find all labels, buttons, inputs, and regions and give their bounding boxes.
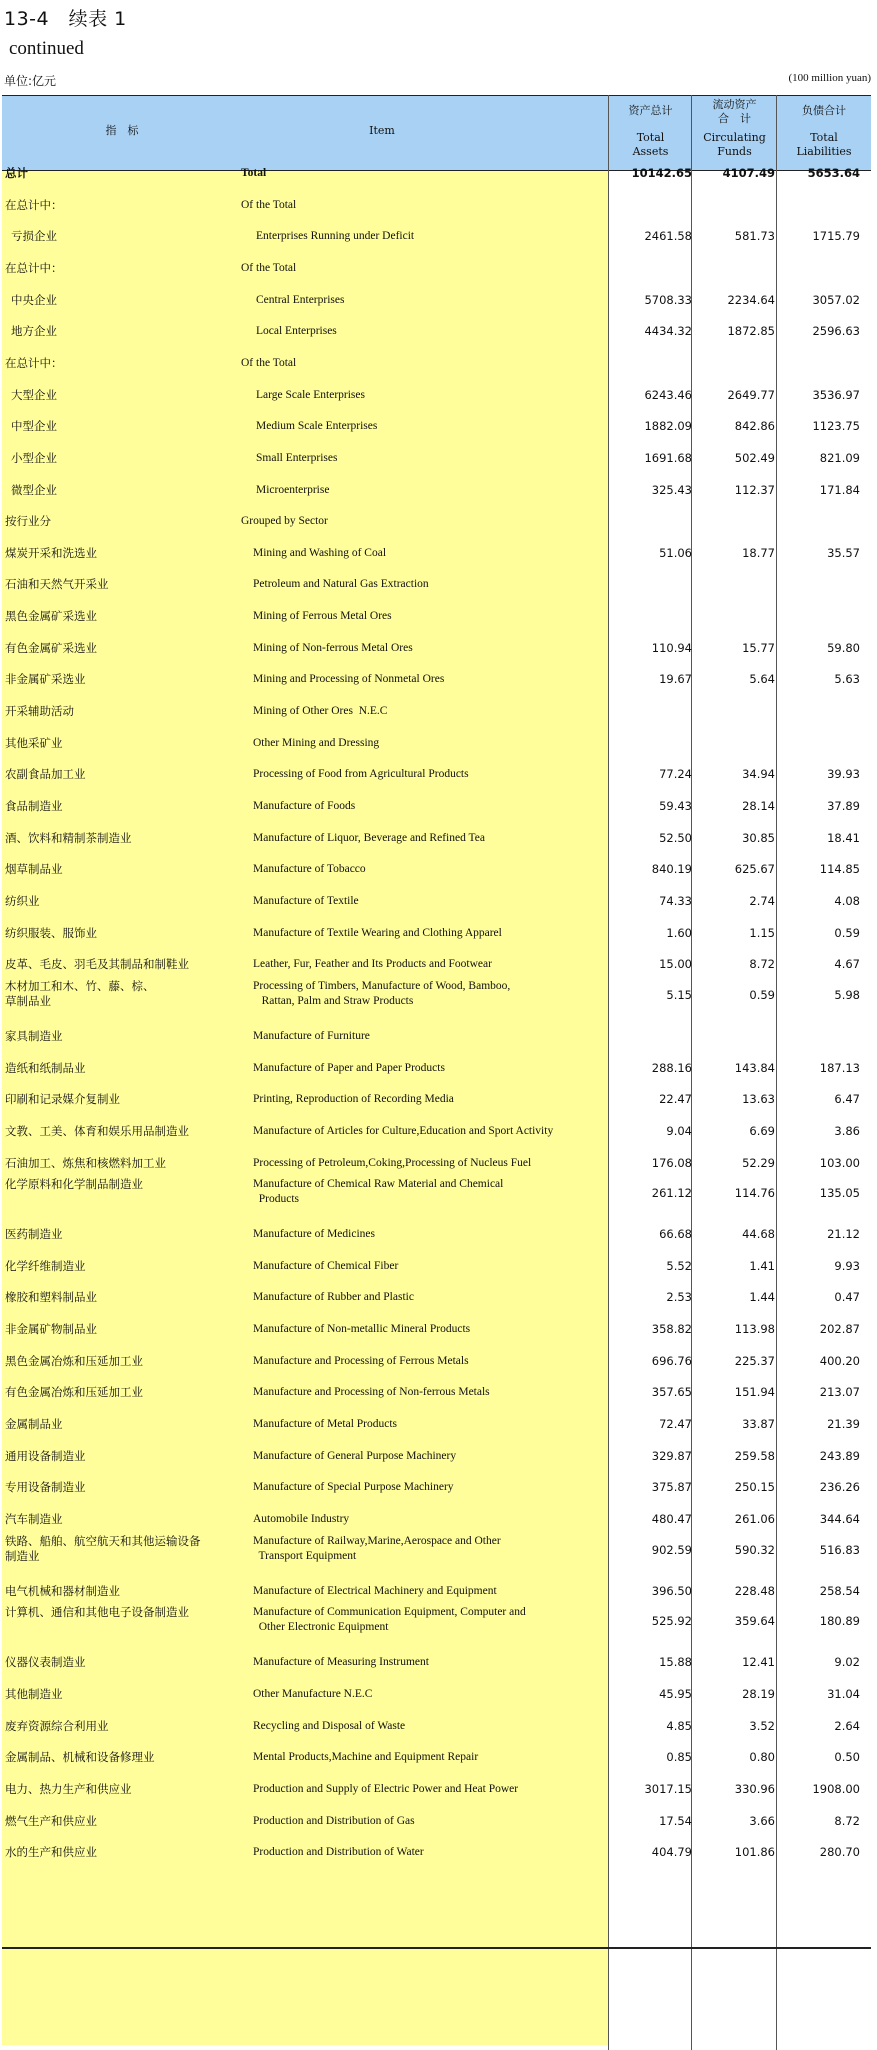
row-label-cn: 按行业分 — [5, 514, 51, 529]
value-total-liabilities: 2.64 — [834, 1718, 860, 1733]
row-label-en: Manufacture of Articles for Culture,Education and Sport Activity — [253, 1124, 554, 1137]
row-label-en: Central Enterprises — [256, 293, 345, 306]
value-total-liabilities: 9.93 — [834, 1258, 860, 1273]
value-total-liabilities: 6.47 — [834, 1092, 860, 1107]
value-total-assets: 5.15 — [666, 987, 692, 1002]
row-label-en: Production and Supply of Electric Power and Heat Power — [253, 1782, 519, 1795]
value-circulating-funds: 1.44 — [749, 1290, 775, 1305]
value-total-liabilities: 1123.75 — [812, 419, 860, 434]
row-label-en: Manufacture of Tobacco — [253, 863, 366, 876]
value-circulating-funds: 113.98 — [734, 1322, 775, 1337]
row-label-cn: 食品制造业 — [5, 799, 63, 813]
row-label-en: Microenterprise — [256, 483, 330, 496]
value-circulating-funds: 842.86 — [734, 419, 775, 434]
row-label-en: Manufacture of Furniture — [253, 1029, 370, 1042]
value-total-assets: 2.53 — [666, 1290, 692, 1305]
value-total-liabilities: 31.04 — [827, 1686, 860, 1701]
value-total-liabilities: 8.72 — [834, 1813, 860, 1828]
row-label-en: Manufacture and Processing of Ferrous Metals — [253, 1354, 469, 1367]
row-label-cn: 金属制品、机械和设备修理业 — [5, 1750, 155, 1765]
value-total-liabilities: 187.13 — [819, 1060, 860, 1075]
row-label-en: Manufacture of Liquor, Beverage and Refined Tea — [253, 831, 485, 844]
row-label-cn: 燃气生产和供应业 — [5, 1813, 97, 1828]
row-label-cn: 化学原料和化学制品制造业 — [5, 1177, 143, 1192]
value-circulating-funds: 2234.64 — [727, 292, 775, 307]
value-circulating-funds: 259.58 — [734, 1448, 775, 1463]
row-label-en: Production and Distribution of Water — [253, 1846, 424, 1859]
value-total-liabilities: 3536.97 — [812, 387, 860, 402]
row-label-en: Enterprises Running under Deficit — [256, 230, 415, 243]
value-total-assets: 4434.32 — [644, 324, 692, 339]
row-label-cn: 造纸和纸制品业 — [5, 1060, 86, 1075]
row-label-en: Printing, Reproduction of Recording Media — [253, 1093, 454, 1106]
row-label-en: Manufacture and Processing of Non-ferrous Metals — [253, 1386, 490, 1399]
value-total-liabilities: 180.89 — [819, 1614, 860, 1629]
value-circulating-funds: 52.29 — [742, 1155, 775, 1170]
row-label-cn: 计算机、通信和其他电子设备制造业 — [5, 1605, 189, 1620]
value-circulating-funds: 6.69 — [749, 1123, 775, 1138]
value-total-assets: 2461.58 — [644, 229, 692, 244]
value-total-liabilities: 39.93 — [827, 767, 860, 782]
row-label-cn: 通用设备制造业 — [5, 1448, 86, 1463]
value-circulating-funds: 330.96 — [734, 1781, 775, 1796]
row-label-cn: 石油加工、炼焦和核燃料加工业 — [5, 1155, 166, 1170]
value-total-liabilities: 1908.00 — [812, 1781, 860, 1796]
row-label-cn: 在总计中： — [5, 355, 63, 370]
row-label-cn: 木材加工和木、竹、藤、棕、 草制品业 — [5, 978, 155, 1008]
value-total-assets: 396.50 — [651, 1583, 692, 1598]
value-total-assets: 375.87 — [651, 1480, 692, 1495]
row-label-en: Mining and Processing of Nonmetal Ores — [253, 673, 445, 686]
value-total-liabilities: 37.89 — [827, 799, 860, 813]
row-label-en: Manufacture of Textile Wearing and Clothing Apparel — [253, 926, 502, 939]
row-label-en: Other Manufacture N.E.C — [253, 1687, 373, 1700]
row-label-en: Of the Total — [241, 356, 297, 369]
row-label-en: Manufacture of Foods — [253, 800, 356, 812]
value-total-liabilities: 516.83 — [819, 1542, 860, 1557]
row-label-en: Processing of Food from Agricultural Products — [253, 768, 469, 781]
row-label-en: Mining and Washing of Coal — [253, 546, 387, 559]
value-total-liabilities: 821.09 — [819, 450, 860, 465]
row-label-en: Mining of Other Ores N.E.C — [253, 705, 388, 718]
row-label-cn: 汽车制造业 — [5, 1512, 63, 1526]
data-table — [2, 95, 871, 1950]
value-circulating-funds: 3.52 — [749, 1718, 775, 1733]
row-label-cn: 纺织服装、服饰业 — [5, 925, 97, 940]
value-total-liabilities: 400.20 — [819, 1353, 860, 1368]
value-circulating-funds: 228.48 — [734, 1583, 775, 1598]
value-total-liabilities: 258.54 — [819, 1583, 860, 1598]
value-circulating-funds: 101.86 — [734, 1845, 775, 1860]
value-circulating-funds: 12.41 — [742, 1655, 775, 1670]
value-circulating-funds: 2649.77 — [727, 387, 775, 402]
row-label-en: Mining of Ferrous Metal Ores — [253, 610, 392, 623]
row-label-cn: 金属制品业 — [5, 1417, 63, 1432]
value-total-assets: 525.92 — [651, 1614, 692, 1629]
value-total-assets: 10142.65 — [631, 166, 692, 180]
row-label-en: Production and Distribution of Gas — [253, 1814, 415, 1827]
value-circulating-funds: 112.37 — [734, 482, 775, 497]
value-total-liabilities: 236.26 — [819, 1480, 860, 1495]
value-total-assets: 288.16 — [651, 1060, 692, 1075]
value-circulating-funds: 2.74 — [749, 893, 775, 908]
row-label-en: Processing of Timbers, Manufacture of Wood, Bamboo, Rattan, Palm and Straw Products — [253, 979, 511, 1007]
value-total-assets: 6243.46 — [644, 387, 692, 402]
value-total-assets: 77.24 — [659, 767, 692, 782]
value-circulating-funds: 143.84 — [734, 1060, 775, 1075]
value-total-liabilities: 114.85 — [819, 862, 860, 877]
row-label-en: Of the Total — [241, 261, 297, 274]
value-total-assets: 74.33 — [659, 893, 692, 908]
row-label-cn: 印刷和记录媒介复制业 — [5, 1092, 120, 1107]
row-label-en: Petroleum and Natural Gas Extraction — [253, 578, 429, 591]
row-label-cn: 有色金属冶炼和压延加工业 — [5, 1385, 143, 1400]
row-label-cn: 石油和天然气开采业 — [5, 577, 109, 592]
value-total-assets: 51.06 — [659, 545, 692, 560]
row-label-en: Manufacture of Measuring Instrument — [253, 1656, 429, 1669]
value-total-assets: 1.60 — [666, 925, 692, 940]
value-total-assets: 22.47 — [659, 1092, 692, 1107]
row-label-cn: 大型企业 — [11, 387, 57, 402]
value-total-liabilities: 0.59 — [834, 925, 860, 940]
value-total-assets: 17.54 — [659, 1813, 692, 1828]
row-label-cn: 有色金属矿采选业 — [5, 640, 97, 655]
value-total-assets: 66.68 — [659, 1227, 692, 1242]
value-total-liabilities: 243.89 — [819, 1448, 860, 1463]
row-label-en: Local Enterprises — [256, 325, 337, 338]
row-label-en: Manufacture of Metal Products — [253, 1418, 398, 1431]
value-circulating-funds: 33.87 — [742, 1417, 775, 1432]
row-label-cn: 非金属矿采选业 — [5, 672, 86, 687]
value-total-liabilities: 280.70 — [819, 1845, 860, 1860]
row-label-cn: 非金属矿物制品业 — [5, 1322, 97, 1337]
value-total-liabilities: 103.00 — [819, 1155, 860, 1170]
table-subtitle: continued — [9, 38, 84, 59]
row-label-en: Leather, Fur, Feather and Its Products and Footwear — [253, 958, 492, 971]
row-label-cn: 中型企业 — [11, 419, 57, 434]
value-total-assets: 0.85 — [666, 1750, 692, 1765]
row-label-en: Manufacture of Electrical Machinery and Equipment — [253, 1584, 497, 1597]
value-circulating-funds: 114.76 — [734, 1186, 775, 1201]
unit-label-en: (100 million yuan) — [788, 72, 871, 84]
value-circulating-funds: 359.64 — [734, 1614, 775, 1629]
value-total-liabilities: 0.47 — [834, 1290, 860, 1305]
value-total-assets: 15.00 — [659, 957, 692, 972]
value-circulating-funds: 581.73 — [734, 229, 775, 244]
value-total-assets: 15.88 — [659, 1655, 692, 1670]
row-label-en: Grouped by Sector — [241, 515, 328, 528]
value-circulating-funds: 225.37 — [734, 1353, 775, 1368]
value-total-assets: 59.43 — [659, 799, 692, 813]
row-label-cn: 文教、工美、体育和娱乐用品制造业 — [5, 1123, 189, 1138]
value-total-assets: 902.59 — [651, 1542, 692, 1557]
row-label-en: Of the Total — [241, 198, 297, 211]
row-label-en: Medium Scale Enterprises — [256, 420, 378, 433]
value-total-assets: 4.85 — [666, 1718, 692, 1733]
row-label-en: Other Mining and Dressing — [253, 736, 380, 749]
row-label-cn: 小型企业 — [11, 450, 57, 465]
value-total-liabilities: 171.84 — [819, 482, 860, 497]
value-circulating-funds: 0.80 — [749, 1750, 775, 1765]
value-total-assets: 1882.09 — [644, 419, 692, 434]
value-total-assets: 19.67 — [659, 672, 692, 687]
row-label-en: Mining of Non-ferrous Metal Ores — [253, 641, 413, 654]
row-label-cn: 纺织业 — [5, 893, 40, 908]
value-circulating-funds: 590.32 — [734, 1542, 775, 1557]
row-label-cn: 皮革、毛皮、羽毛及其制品和制鞋业 — [5, 957, 189, 972]
value-total-assets: 404.79 — [651, 1845, 692, 1860]
value-circulating-funds: 5.64 — [749, 672, 775, 687]
value-total-assets: 52.50 — [659, 830, 692, 845]
value-total-liabilities: 35.57 — [827, 545, 860, 560]
value-circulating-funds: 28.19 — [742, 1686, 775, 1701]
row-label-cn: 酒、饮料和精制茶制造业 — [5, 830, 132, 845]
row-label-cn: 在总计中： — [5, 260, 63, 275]
value-total-liabilities: 5653.64 — [807, 166, 860, 180]
value-circulating-funds: 625.67 — [734, 862, 775, 877]
value-total-assets: 5708.33 — [644, 292, 692, 307]
row-label-cn: 煤炭开采和洗选业 — [5, 545, 97, 560]
value-total-assets: 358.82 — [651, 1322, 692, 1337]
row-label-cn: 中央企业 — [11, 292, 57, 307]
row-label-cn: 电气机械和器材制造业 — [5, 1583, 120, 1598]
row-label-en: Large Scale Enterprises — [256, 388, 365, 401]
value-total-assets: 72.47 — [659, 1417, 692, 1432]
value-circulating-funds: 250.15 — [734, 1480, 775, 1495]
row-label-en: Manufacture of Chemical Fiber — [253, 1259, 399, 1272]
header-total-liabilities: 负债合计 Total Liabilities — [796, 104, 852, 158]
value-circulating-funds: 4107.49 — [722, 166, 775, 180]
value-total-liabilities: 21.12 — [827, 1227, 860, 1242]
value-total-assets: 840.19 — [651, 862, 692, 877]
value-total-liabilities: 135.05 — [819, 1186, 860, 1201]
value-circulating-funds: 1.41 — [749, 1258, 775, 1273]
value-total-liabilities: 2596.63 — [812, 324, 860, 339]
row-label-cn: 地方企业 — [11, 324, 57, 339]
value-total-liabilities: 202.87 — [819, 1322, 860, 1337]
row-label-en: Processing of Petroleum,Coking,Processing of Nucleus Fuel — [253, 1156, 532, 1169]
value-total-assets: 3017.15 — [644, 1781, 692, 1796]
value-total-assets: 329.87 — [651, 1448, 692, 1463]
row-label-en: Recycling and Disposal of Waste — [253, 1719, 406, 1732]
value-total-assets: 5.52 — [666, 1258, 692, 1273]
row-label-en: Small Enterprises — [256, 451, 338, 464]
row-label-cn: 电力、热力生产和供应业 — [5, 1781, 132, 1796]
row-label-cn: 家具制造业 — [5, 1028, 63, 1043]
value-circulating-funds: 8.72 — [749, 957, 775, 972]
value-circulating-funds: 44.68 — [742, 1227, 775, 1242]
value-total-liabilities: 18.41 — [827, 830, 860, 845]
value-circulating-funds: 1.15 — [749, 925, 775, 940]
row-label-en: Manufacture of Rubber and Plastic — [253, 1291, 414, 1304]
table-bottom-rule — [2, 1947, 871, 1949]
value-circulating-funds: 0.59 — [749, 987, 775, 1002]
row-label-cn: 开采辅助活动 — [5, 704, 74, 719]
value-total-liabilities: 3057.02 — [812, 292, 860, 307]
row-label-cn: 其他制造业 — [5, 1686, 63, 1701]
row-label-cn: 水的生产和供应业 — [5, 1845, 97, 1860]
row-label-en: Manufacture of Special Purpose Machinery — [253, 1481, 454, 1494]
row-label-en: Manufacture of Medicines — [253, 1228, 375, 1241]
value-circulating-funds: 34.94 — [742, 767, 775, 782]
value-circulating-funds: 1872.85 — [727, 324, 775, 339]
header-total-assets: 资产总计 Total Assets — [628, 104, 673, 158]
row-label-cn: 微型企业 — [11, 482, 57, 497]
value-total-liabilities: 4.67 — [834, 957, 860, 972]
row-label-cn: 专用设备制造业 — [5, 1480, 86, 1495]
row-label-en: Manufacture of Non-metallic Mineral Products — [253, 1323, 471, 1336]
value-total-assets: 357.65 — [651, 1385, 692, 1400]
row-label-en: Manufacture of Communication Equipment, Computer and Other Electronic Equipment — [253, 1606, 526, 1634]
header-item: Item — [369, 124, 395, 137]
value-total-liabilities: 4.08 — [834, 893, 860, 908]
row-label-en: Automobile Industry — [253, 1513, 350, 1525]
value-circulating-funds: 30.85 — [742, 830, 775, 845]
value-total-liabilities: 9.02 — [834, 1655, 860, 1670]
row-label-en: Manufacture of Textile — [253, 894, 359, 907]
row-label-en: Manufacture of Paper and Paper Products — [253, 1061, 445, 1074]
row-label-en: Mental Products,Machine and Equipment Repair — [253, 1751, 479, 1764]
value-total-assets: 325.43 — [651, 482, 692, 497]
row-label-en: Total — [241, 167, 267, 179]
row-label-cn: 仪器仪表制造业 — [5, 1655, 86, 1670]
row-label-cn: 其他采矿业 — [5, 735, 63, 750]
row-label-cn: 废弃资源综合利用业 — [5, 1718, 109, 1733]
value-total-assets: 176.08 — [651, 1155, 692, 1170]
row-label-en: Manufacture of General Purpose Machinery — [253, 1449, 457, 1462]
row-label-cn: 亏损企业 — [11, 229, 57, 244]
row-label-cn: 农副食品加工业 — [5, 767, 86, 782]
value-total-assets: 110.94 — [651, 640, 692, 655]
row-label-en: Manufacture of Railway,Marine,Aerospace and Other Transport Equipment — [253, 1534, 501, 1562]
table-header — [2, 95, 871, 171]
value-total-assets: 480.47 — [651, 1512, 692, 1526]
value-total-assets: 9.04 — [666, 1123, 692, 1138]
header-circulating-funds: 流动资产 合 计 Circulating Funds — [703, 98, 766, 158]
value-total-liabilities: 21.39 — [827, 1417, 860, 1432]
row-label-cn: 橡胶和塑料制品业 — [5, 1290, 97, 1305]
value-total-assets: 261.12 — [651, 1186, 692, 1201]
row-label-cn: 黑色金属矿采选业 — [5, 609, 97, 624]
table-number-title: 13-4 续表 1 — [4, 8, 127, 30]
value-circulating-funds: 502.49 — [734, 450, 775, 465]
value-total-liabilities: 5.98 — [834, 987, 860, 1002]
row-label-en: Manufacture of Chemical Raw Material and Chemical Products — [253, 1178, 504, 1206]
value-total-liabilities: 5.63 — [834, 672, 860, 687]
value-total-assets: 696.76 — [651, 1353, 692, 1368]
value-circulating-funds: 15.77 — [742, 640, 775, 655]
row-label-cn: 医药制造业 — [5, 1227, 63, 1242]
value-circulating-funds: 28.14 — [742, 799, 775, 813]
value-total-assets: 45.95 — [659, 1686, 692, 1701]
value-total-liabilities: 3.86 — [834, 1123, 860, 1138]
value-total-assets: 1691.68 — [644, 450, 692, 465]
value-total-liabilities: 0.50 — [834, 1750, 860, 1765]
row-label-cn: 烟草制品业 — [5, 862, 63, 877]
value-total-liabilities: 344.64 — [819, 1512, 860, 1526]
row-label-cn: 铁路、船舶、航空航天和其他运输设备 制造业 — [5, 1533, 201, 1563]
value-circulating-funds: 18.77 — [742, 545, 775, 560]
row-label-cn: 在总计中： — [5, 197, 63, 212]
value-circulating-funds: 3.66 — [749, 1813, 775, 1828]
value-total-liabilities: 213.07 — [819, 1385, 860, 1400]
value-circulating-funds: 151.94 — [734, 1385, 775, 1400]
header-indicator: 指 标 — [105, 124, 139, 137]
value-circulating-funds: 261.06 — [734, 1512, 775, 1526]
row-label-cn: 化学纤维制造业 — [5, 1258, 86, 1273]
unit-label-cn: 单位:亿元 — [4, 74, 57, 88]
value-total-liabilities: 59.80 — [827, 640, 860, 655]
row-label-cn: 总计 — [5, 166, 28, 180]
value-total-liabilities: 1715.79 — [812, 229, 860, 244]
value-circulating-funds: 13.63 — [742, 1092, 775, 1107]
row-label-cn: 黑色金属冶炼和压延加工业 — [5, 1353, 143, 1368]
